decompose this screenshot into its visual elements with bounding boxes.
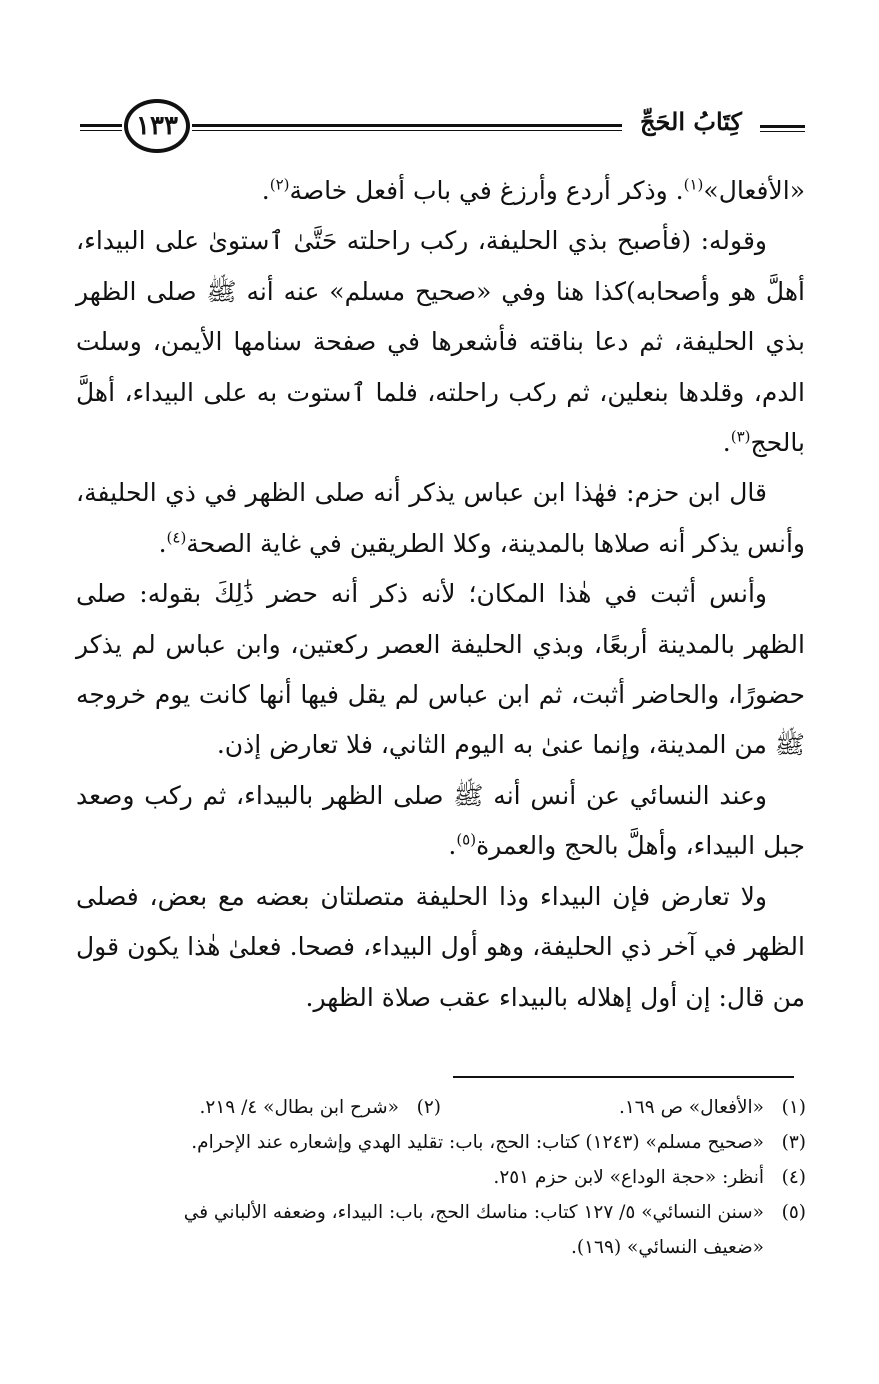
footnote-number: (١) (781, 1097, 806, 1118)
paragraph-text: قال ابن حزم: فهٰذا ابن عباس يذكر أنه صلى الظهر في ذي الحليفة، وأنس يذكر أنه صلاها بالمدينة، وكلا الطريقين في غاية الصحة (76, 478, 805, 558)
footnote-text: «الأفعال» ص ١٦٩. (618, 1097, 764, 1118)
footnote-ref: (٢) (269, 175, 290, 194)
footnote-number: (٢) (416, 1097, 441, 1118)
paragraph (76, 872, 805, 1023)
header-rule (760, 131, 805, 132)
footnote-row (76, 1090, 806, 1125)
footnote-ref: (١) (683, 175, 704, 194)
paragraph (76, 216, 805, 468)
paragraph-text: «الأفعال» (703, 176, 805, 205)
paragraph-text: وعند النسائي عن أنس أنه ﷺ صلى الظهر بالبيداء، ثم ركب وصعد جبل البيداء، وأهلَّ بالحج والعمرة (76, 780, 805, 861)
footnote-text: «شرح ابن بطال» ٤/ ٢١٩. (199, 1097, 399, 1118)
header-rule (80, 130, 122, 131)
header-rule (192, 124, 622, 127)
footnote-ref: (٥) (456, 830, 477, 849)
footnote (76, 1195, 806, 1230)
footnote-text: «صحيح مسلم» (١٢٤٣) كتاب: الحج، باب: تقليد الهدي وإشعاره عند الإحرام. (191, 1132, 764, 1153)
footnote-separator (453, 1076, 794, 1078)
page-header (80, 96, 805, 160)
page-number: ١٣٣ (124, 99, 190, 153)
paragraph (76, 166, 805, 216)
main-text (76, 166, 805, 1023)
running-title: كِتَابُ الحَجِّ (640, 107, 742, 136)
footnote-number: (٤) (781, 1167, 806, 1188)
footnote-ref: (٣) (730, 427, 751, 446)
paragraph-text: . (448, 831, 457, 861)
footnote (76, 1125, 806, 1160)
footnote-number: (٣) (781, 1132, 806, 1153)
footnote-text: أنظر: «حجة الوداع» لابن حزم ٢٥١. (493, 1167, 764, 1188)
paragraph-text: وأنس أثبت في هٰذا المكان؛ لأنه ذكر أنه حضر ذَٰلِكَ بقوله: صلى الظهر بالمدينة أربعًا، وبذي الحليفة العصر ركعتين، وابن عباس لم يذكر حضورًا، والحاضر أثبت، ثم ابن عباس لم يقل فيها أنها كانت يوم خروجه ﷺ من المدينة، وإنما عنىٰ به اليوم الثاني، فلا تعارض إذن. (76, 579, 805, 760)
paragraph (76, 569, 805, 771)
paragraph-text: . (722, 428, 731, 458)
header-rule (192, 130, 622, 131)
footnotes (76, 1090, 806, 1265)
header-rule (80, 124, 122, 127)
paragraph-text: . (261, 176, 270, 205)
paragraph-text: . وذكر أردع وأرزغ في باب أفعل خاصة (289, 176, 684, 205)
footnote-ref: (٤) (166, 528, 187, 547)
footnote (76, 1160, 806, 1195)
footnote-continuation: «ضعيف النسائي» (١٦٩). (571, 1237, 764, 1258)
paragraph-text: ولا تعارض فإن البيداء وذا الحليفة متصلتان بعضه مع بعض، فصلى الظهر في آخر ذي الحليفة، وهو أول البيداء، فصحا. فعلىٰ هٰذا يكون قول من قال: إن أول إهلاله بالبيداء عقب صلاة الظهر. (76, 881, 805, 1012)
header-rule (760, 125, 805, 128)
paragraph-text: وقوله: (فأصبح بذي الحليفة، ركب راحلته حَتَّىٰ ٱستوىٰ على البيداء، أهلَّ هو وأصحابه)كذا هنا وفي «صحيح مسلم» عنه أنه ﷺ صلى الظهر بذي الحليفة، ثم دعا بناقته فأشعرها في صفحة سنامها الأيمن، وسلت الدم، وقلدها بنعلين، ثم ركب راحلته، فلما ٱستوت به على البيداء، أهلَّ بالحج (76, 226, 805, 458)
paragraph (76, 771, 805, 872)
footnote (76, 1090, 441, 1125)
footnote (441, 1090, 806, 1125)
paragraph-text: . (158, 528, 167, 558)
paragraph (76, 468, 805, 569)
footnote-number: (٥) (781, 1202, 806, 1223)
footnote-text: «سنن النسائي» ٥/ ١٢٧ كتاب: مناسك الحج، باب: البيداء، وضعفه الألباني في (183, 1202, 764, 1223)
